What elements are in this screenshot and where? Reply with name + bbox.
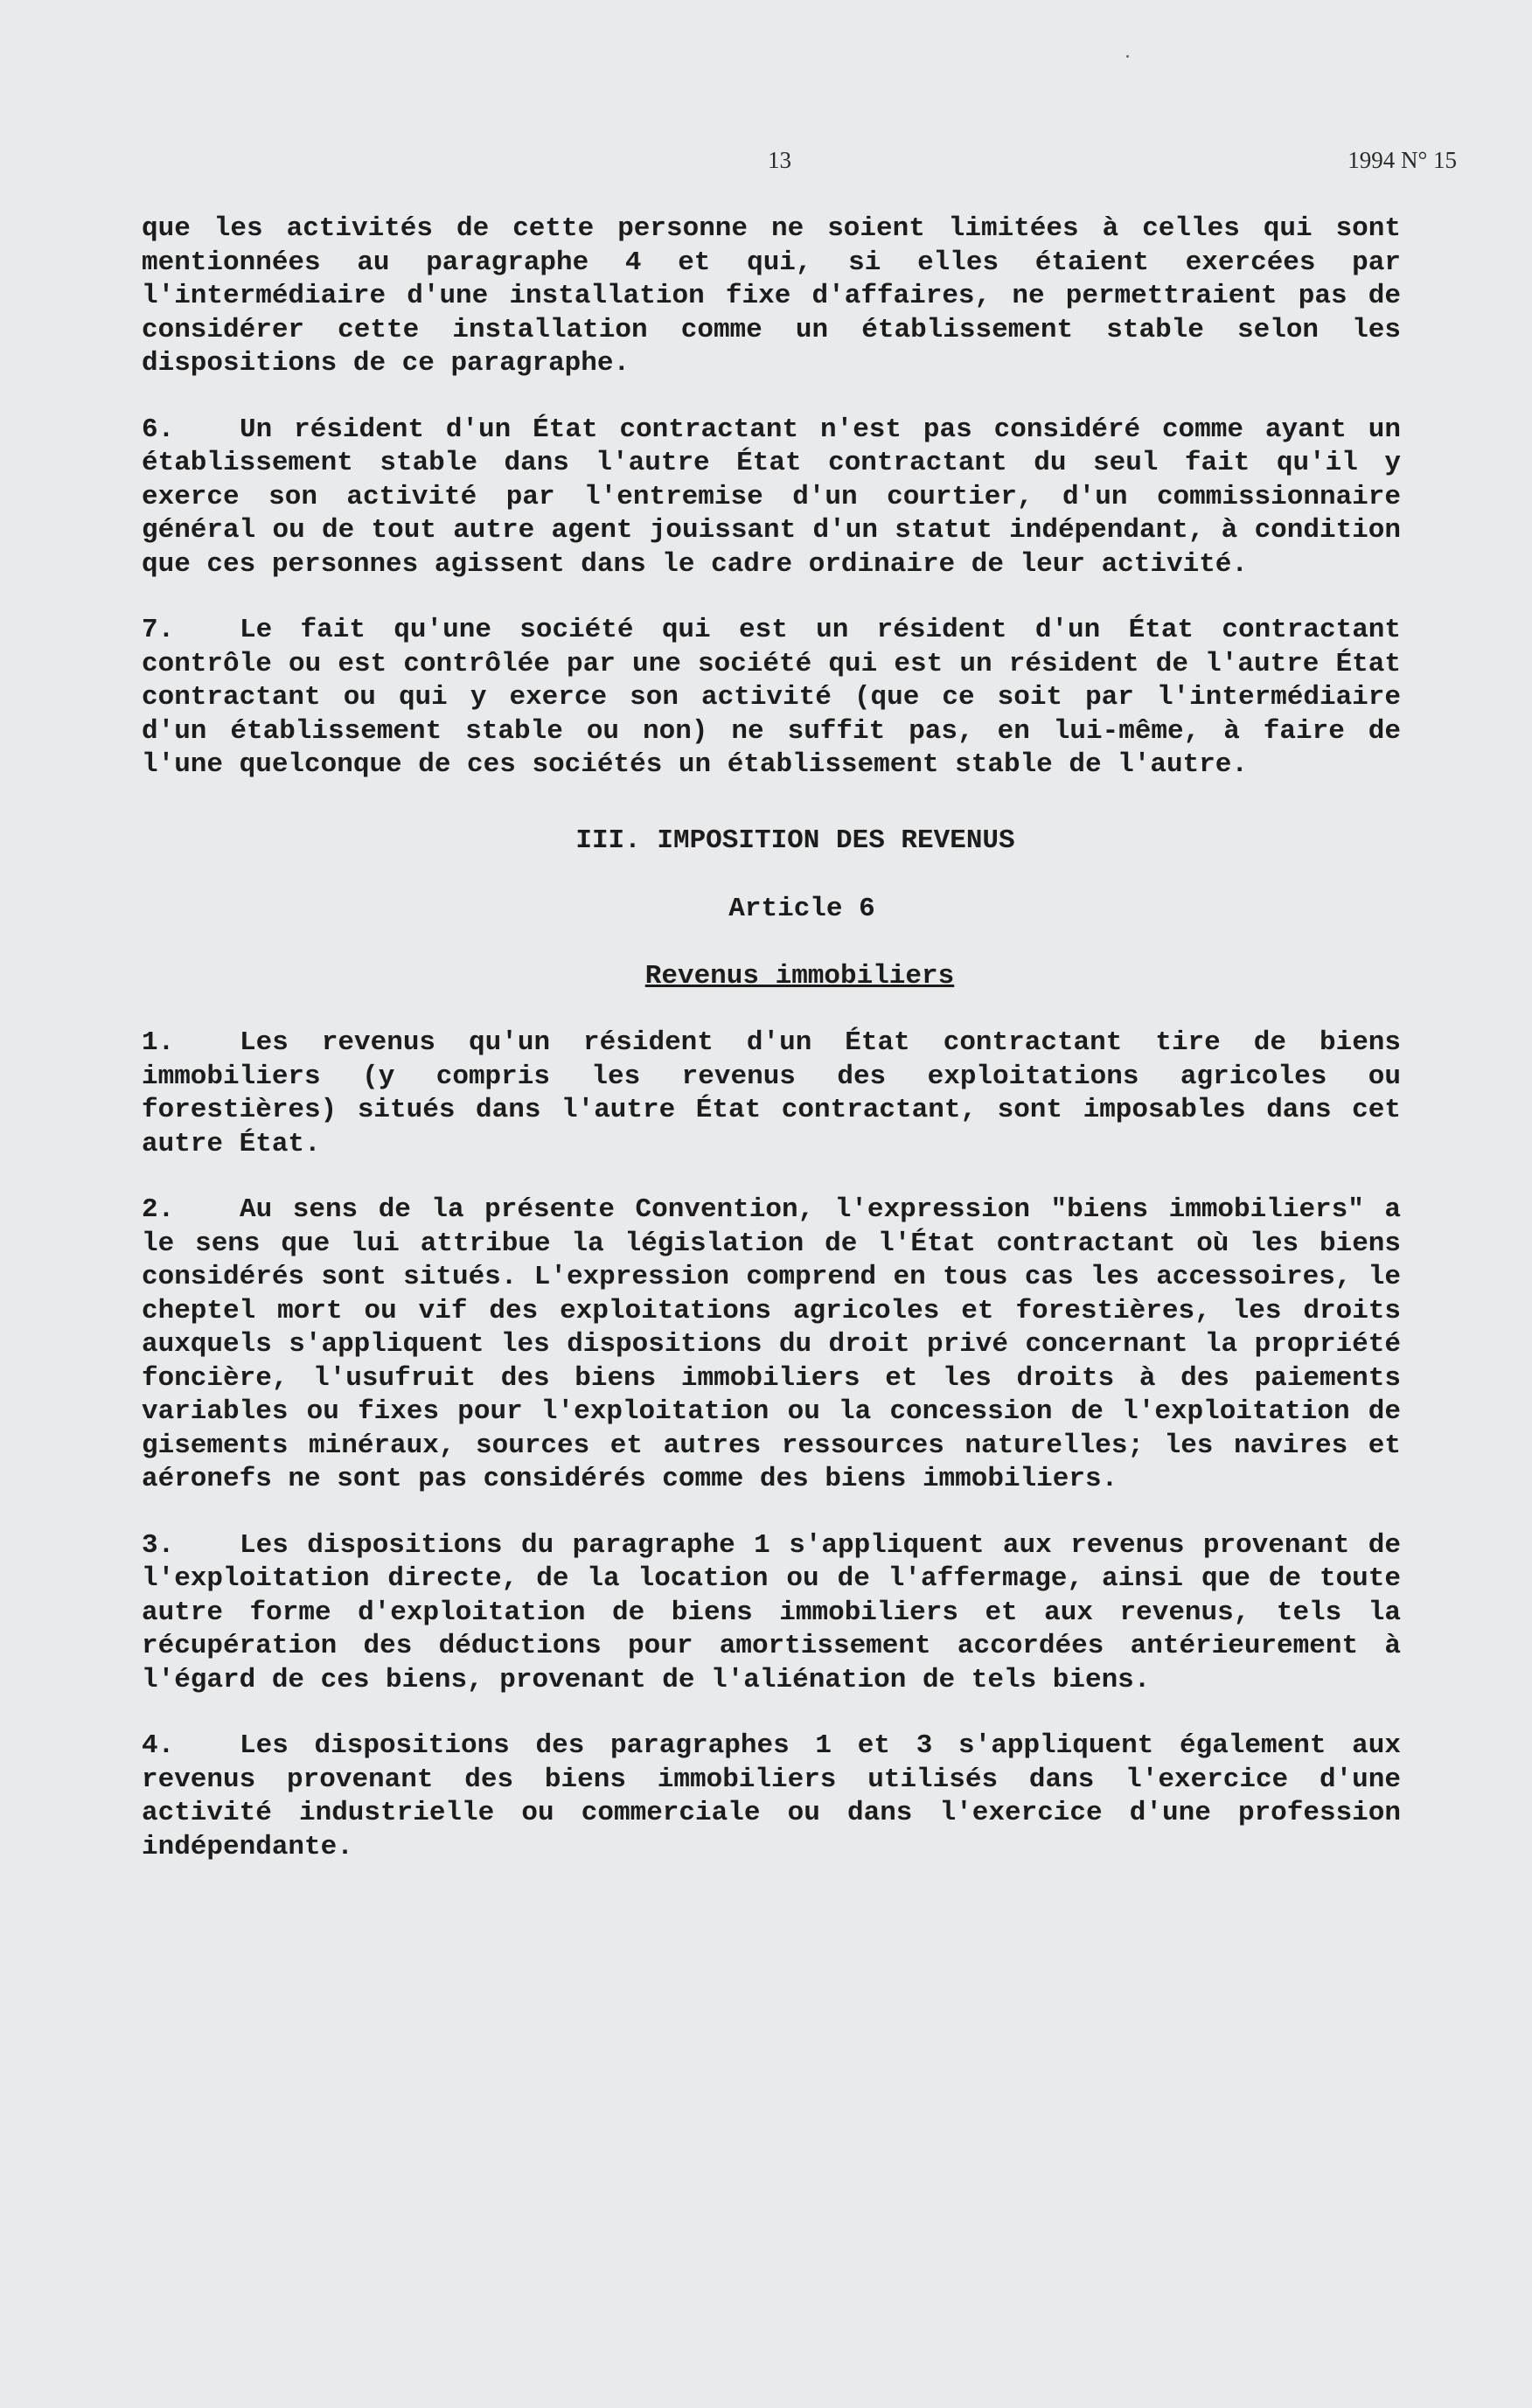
article-title: Article 6 [728,894,875,924]
paragraph-number: 4. [142,1730,175,1761]
paragraph-text: que les activités de cette personne ne soient limitées à celles qui sont mentionnées au paragraphe 4 et qui, si elles étaient exercées par l'intermédiaire d'une installation fixe d'affaires, ne permettraient pas de considérer cette installation comme un établissement stable selon les dispositions de ce paragraphe. [142,213,1401,379]
document-body [142,212,1401,1896]
paragraph-text: Les revenus qu'un résident d'un État contractant tire de biens immobiliers (y compris les revenus des exploitations agricoles ou forestières) situés dans l'autre État contractant, sont imposables dans cet autre État. [142,1027,1401,1159]
article-paragraph-2 [142,1194,1401,1497]
paragraph-number: 6. [142,414,175,445]
document-reference: 1994 N° 15 [1347,147,1457,173]
page-number: 13 [768,147,791,173]
paragraph-text: Le fait qu'une société qui est un résident d'un État contractant contrôle ou est contrôlée par une société qui est un résident de l'autre État contractant ou qui y exerce son activité (que ce soit par l'intermédiaire d'un établissement stable ou non) ne suffit pas, en lui-même, à faire de l'une quelconque de ces sociétés un établissement stable de l'autre. [142,615,1401,780]
paragraph-number: 3. [142,1529,175,1561]
article-paragraph-4 [142,1729,1401,1864]
article-paragraph-1 [142,1027,1401,1161]
page-header [0,147,1532,182]
paragraph-number: 1. [142,1027,175,1058]
paragraph-6 [142,414,1401,582]
article-paragraph-3 [142,1529,1401,1698]
paragraph-text: Les dispositions des paragraphes 1 et 3 s'appliquent également aux revenus provenant des biens immobiliers utilisés dans l'exercice d'une activité industrielle ou commerciale ou dans l'exercice d'une profession indépendante. [142,1730,1401,1862]
paragraph-number: 7. [142,615,175,645]
paragraph-text: Au sens de la présente Convention, l'expression "biens immobiliers" a le sens que lui attribue la législation de l'État contractant où les biens considérés sont situés. L'expression comprend en tous cas les accessoires, le cheptel mort ou vif des exploitations agricoles et forestières, les droits auxquels s'appliquent les dispositions du droit privé concernant la propriété foncière, l'usufruit des biens immobiliers et les droits à des paiements variables ou fixes pour l'exploitation ou la concession de l'exploitation de gisements minéraux, sources et autres ressources naturelles; les navires et aéronefs ne sont pas considérés comme des biens immobiliers. [142,1194,1401,1494]
scan-speck [1126,55,1129,58]
section-title: III. IMPOSITION DES REVENUS [575,825,1015,856]
paragraph-number: 2. [142,1194,175,1225]
subsection-title-text: Revenus immobiliers [644,960,955,992]
paragraph-text: Un résident d'un État contractant n'est pas considéré comme ayant un établissement stable dans l'autre État contractant du seul fait qu'il y exerce son activité par l'entremise d'un courtier, d'un commissionnaire général ou de tout autre agent jouissant d'un statut indépendant, à condition que ces personnes agissent dans le cadre ordinaire de leur activité. [142,414,1401,580]
paragraph-continuation [142,212,1401,381]
subsection-title [142,960,1401,994]
paragraph-7 [142,614,1401,783]
paragraph-text: Les dispositions du paragraphe 1 s'appliquent aux revenus provenant de l'exploitation directe, de la location ou de l'affermage, ainsi que de toute autre forme d'exploitation de biens immobiliers et aux revenus, tels la récupération des déductions pour amortissement accordées antérieurement à l'égard de ces biens, provenant de l'aliénation de tels biens. [142,1529,1401,1695]
